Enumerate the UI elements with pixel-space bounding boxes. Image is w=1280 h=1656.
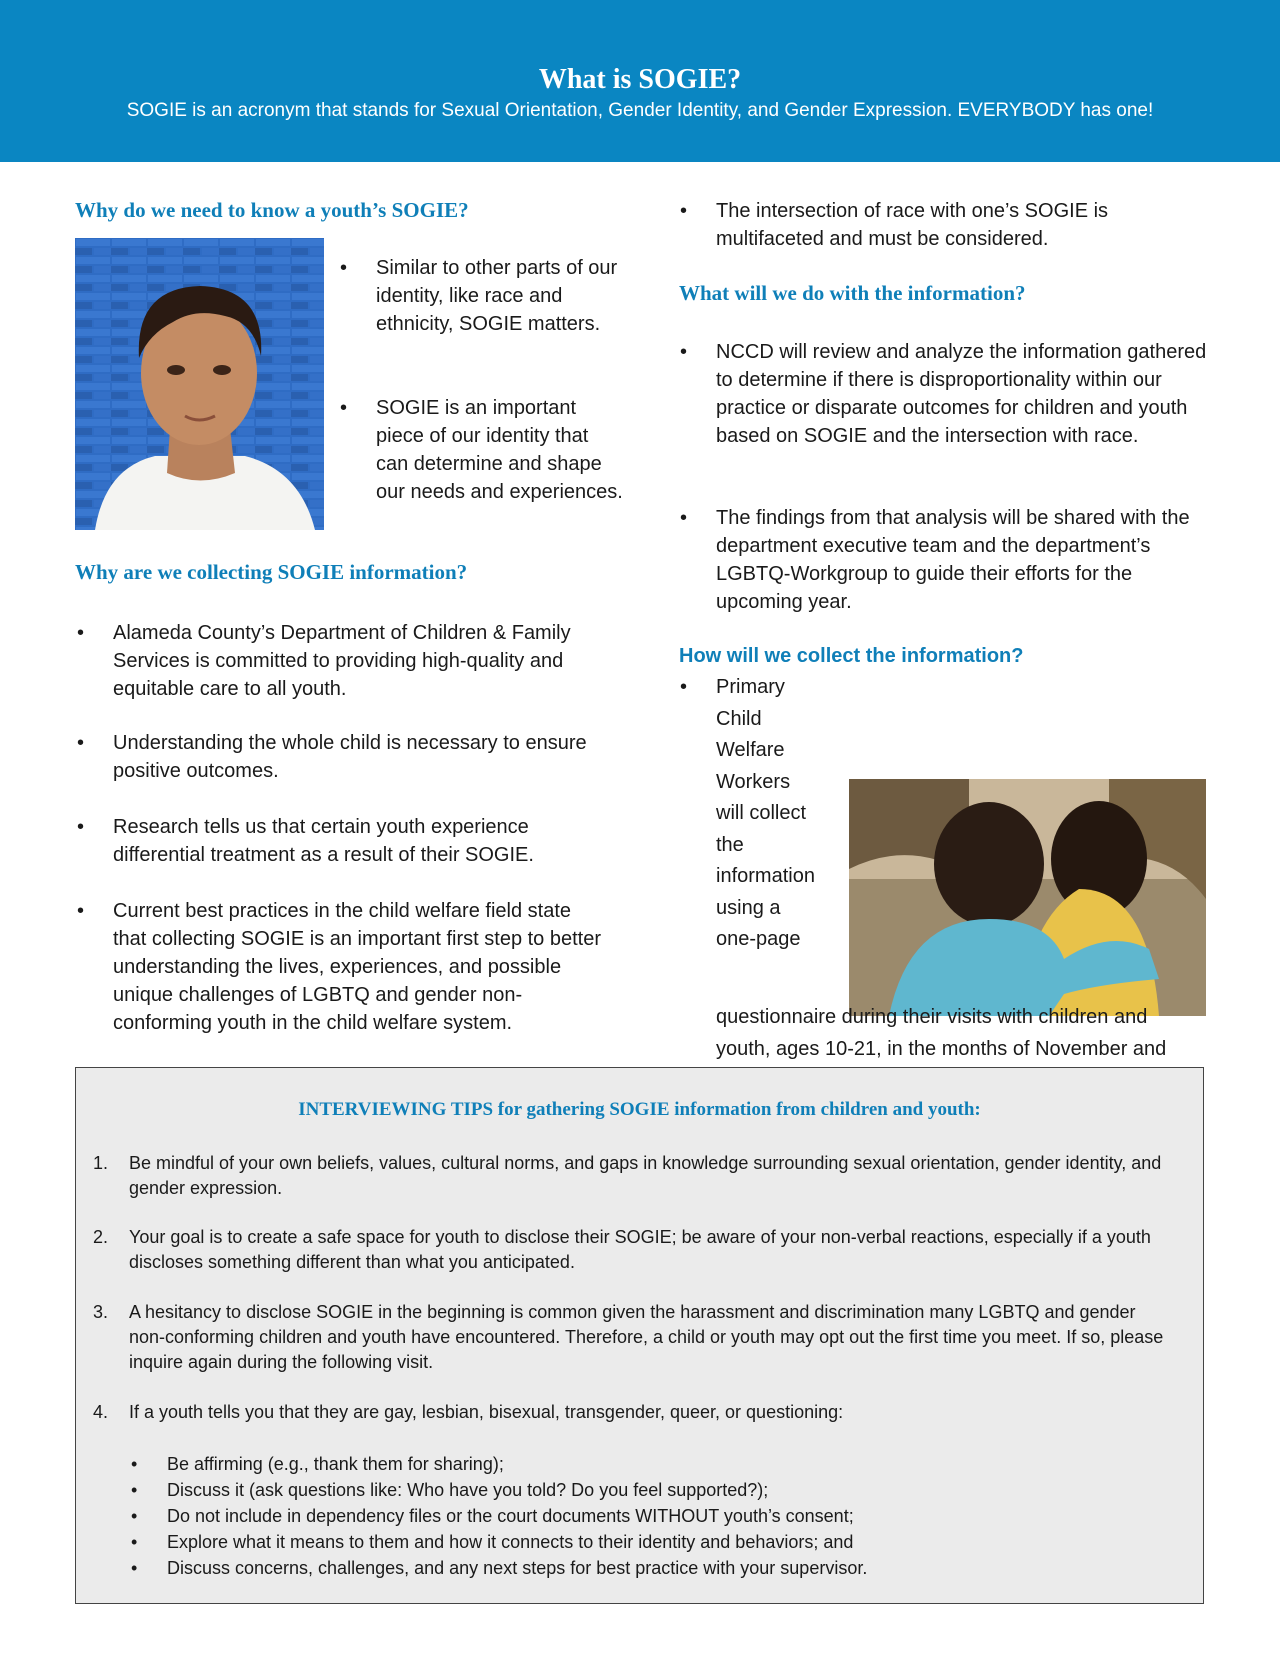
youth-portrait-photo bbox=[75, 238, 324, 530]
header-banner bbox=[0, 0, 1280, 162]
heading-what-do: What will we do with the information? bbox=[679, 281, 1026, 305]
list-item: • NCCD will review and analyze the information gathered to determine if there is disproportionality within our practice or disparate outcomes for children and youth based on SOGIE and the intersection with race. bbox=[680, 341, 1207, 447]
list-item: • The intersection of race with one’s SOGIE is multifaceted and must be considered. bbox=[680, 200, 1109, 250]
page-subtitle: SOGIE is an acronym that stands for Sexual Orientation, Gender Identity, and Gender Expression. EVERYBODY has one! bbox=[126, 100, 1154, 121]
sub-list-item: • Do not include in dependency files or the court documents WITHOUT youth’s consent; bbox=[131, 1506, 854, 1526]
tip-item: 4. If a youth tells you that they are gay, lesbian, bisexual, transgender, queer, or questioning: bbox=[93, 1402, 844, 1422]
sub-list-item: • Discuss concerns, challenges, and any next steps for best practice with your supervisor. bbox=[131, 1558, 868, 1578]
list-item: • Research tells us that certain youth experience differential treatment as a result of their SOGIE. bbox=[77, 816, 534, 866]
tip-item: 1. Be mindful of your own beliefs, values, cultural norms, and gaps in knowledge surrounding sexual orientation, gender identity, and gender expression. bbox=[93, 1153, 1162, 1198]
heading-why-know: Why do we need to know a youth’s SOGIE? bbox=[75, 198, 469, 222]
list-item: • Current best practices in the child welfare field state that collecting SOGIE is an important first step to better understanding the lives, experiences, and possible unique challenges of LGBTQ and gender non-conforming youth in the child welfare system. bbox=[77, 900, 601, 1034]
list-item: • SOGIE is an important piece of our identity that can determine and shape our needs and experiences. bbox=[340, 397, 623, 503]
tip-item: 3. A hesitancy to disclose SOGIE in the beginning is common given the harassment and discrimination many LGBTQ and gender non-conforming children and youth have encountered. Therefore, a child or youth may opt out the first time you meet. If so, please inquire again during the following visit. bbox=[93, 1302, 1164, 1372]
sub-list-item: • Discuss it (ask questions like: Who have you told? Do you feel supported?); bbox=[131, 1480, 769, 1500]
page-title: What is SOGIE? bbox=[538, 64, 742, 95]
tip-item: 2. Your goal is to create a safe space for youth to disclose their SOGIE; be aware of your non-verbal reactions, especially if a youth discloses something different than what you anticipated. bbox=[93, 1227, 1151, 1272]
sub-list-item: • Explore what it means to them and how it connects to their identity and behaviors; and bbox=[131, 1532, 854, 1552]
list-item: • Understanding the whole child is necessary to ensure positive outcomes. bbox=[77, 732, 587, 782]
list-item: • The findings from that analysis will be shared with the department executive team and the department’s LGBTQ-Workgroup to guide their efforts for the upcoming year. bbox=[680, 507, 1190, 613]
tips-title: INTERVIEWING TIPS for gathering SOGIE information from children and youth: bbox=[298, 1099, 981, 1120]
list-item: • Similar to other parts of our identity, like race and ethnicity, SOGIE matters. bbox=[340, 257, 618, 335]
how-collect-text: Primary Child Welfare Workers will collect the information using a one-page questionnaire during their visits with children and youth, ages 10-21, in the months of November and bbox=[716, 676, 1167, 1060]
heading-how-collect: How will we collect the information? bbox=[679, 645, 1024, 667]
heading-why-collect: Why are we collecting SOGIE information? bbox=[75, 560, 468, 584]
interviewing-tips-box bbox=[75, 1067, 1204, 1604]
sub-list-item: • Be affirming (e.g., thank them for sharing); bbox=[131, 1454, 504, 1474]
list-item: • Alameda County’s Department of Children & Family Services is committed to providing high-quality and equitable care to all youth. bbox=[77, 622, 571, 700]
